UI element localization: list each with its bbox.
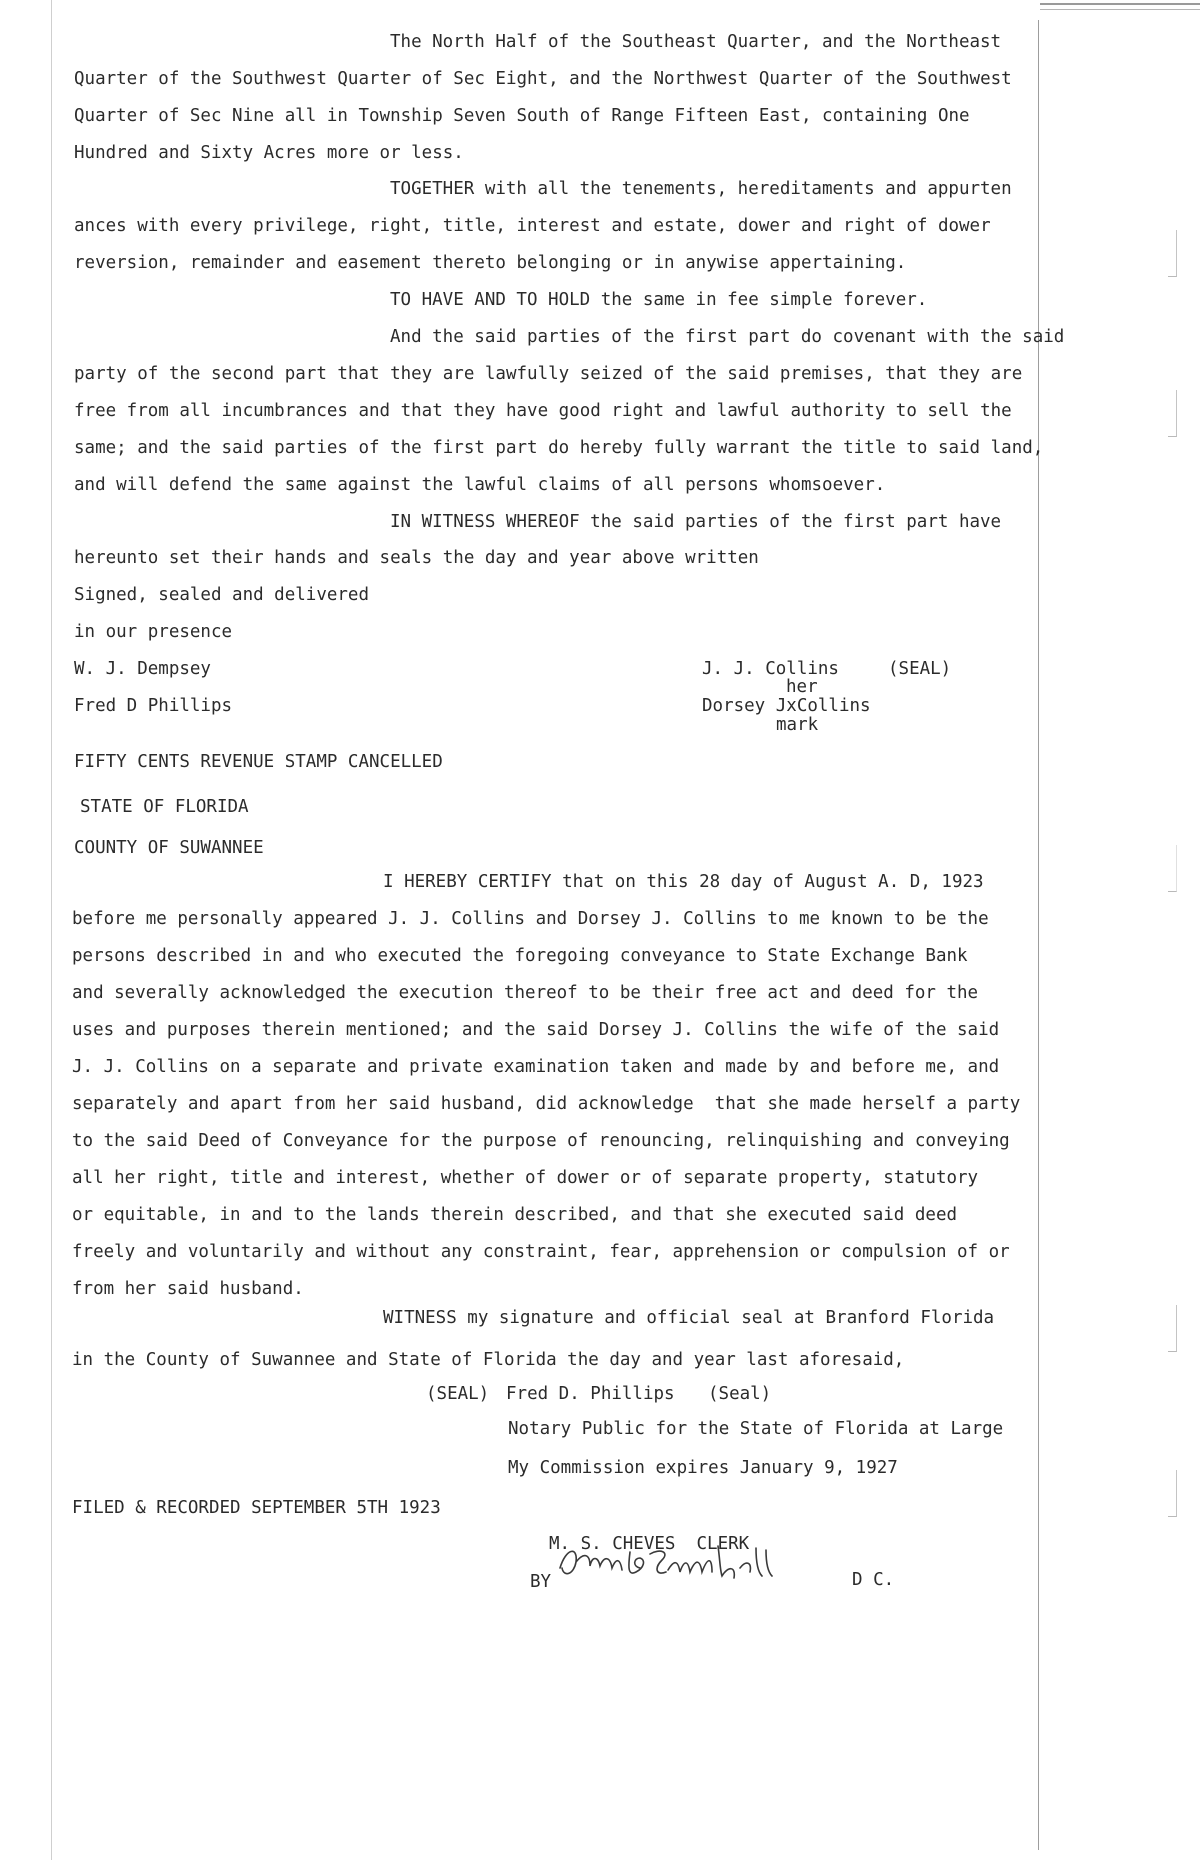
edge-mark — [1168, 845, 1177, 892]
top-edge-rule-thin — [1040, 9, 1200, 10]
notary-commission: My Commission expires January 9, 1927 — [508, 1458, 898, 1478]
ack-line: from her said husband. — [72, 1279, 304, 1299]
edge-mark — [1168, 390, 1177, 437]
notary-seal-right: (Seal) — [708, 1384, 772, 1404]
clerk-name: M. S. CHEVES CLERK — [549, 1534, 750, 1554]
deed-line: and will defend the same against the lawful claims of all persons whomsoever. — [74, 475, 886, 495]
ack-line: all her right, title and interest, whether of dower or of separate property, statutory — [72, 1168, 979, 1188]
ack-line: persons described in and who executed the foregoing conveyance to State Exchange Bank — [72, 946, 968, 966]
deed-line: Quarter of Sec Nine all in Township Seven South of Range Fifteen East, containing One — [74, 106, 970, 126]
deed-line: Hundred and Sixty Acres more or less. — [74, 143, 464, 163]
ack-line: uses and purposes therein mentioned; and the said Dorsey J. Collins the wife of the said — [72, 1020, 1000, 1040]
witness-name: Fred D Phillips — [74, 696, 233, 716]
deed-line: ances with every privilege, right, title, interest and estate, dower and right of dower — [74, 216, 991, 236]
edge-mark — [1168, 1470, 1177, 1517]
edge-mark — [1168, 1305, 1177, 1352]
ack-line: before me personally appeared J. J. Collins and Dorsey J. Collins to me known to be the — [72, 909, 989, 929]
ack-line: I HEREBY CERTIFY that on this 28 day of August A. D, 1923 — [383, 872, 984, 892]
grantor-seal: (SEAL) — [888, 659, 952, 679]
mark-label: mark — [776, 715, 819, 735]
notary-title: Notary Public for the State of Florida at Large — [508, 1419, 1004, 1439]
deed-line: TOGETHER with all the tenements, hereditaments and appurten — [390, 179, 1012, 199]
filing-stamp: FILED & RECORDED SEPTEMBER 5TH 1923 — [72, 1498, 441, 1518]
her-label: her — [786, 677, 818, 697]
notary-name: Fred D. Phillips — [506, 1384, 675, 1404]
top-edge-rule — [1040, 3, 1200, 5]
deed-line: Quarter of the Southwest Quarter of Sec Eight, and the Northwest Quarter of the Southwest — [74, 69, 1012, 89]
venue-county: COUNTY OF SUWANNEE — [74, 838, 264, 858]
deed-line: And the said parties of the first part do covenant with the said — [390, 327, 1065, 347]
ack-line: separately and apart from her said husband, did acknowledge that she made herself a party — [72, 1094, 1021, 1114]
deed-line: The North Half of the Southeast Quarter, and the Northeast — [390, 32, 1002, 52]
deed-line: TO HAVE AND TO HOLD the same in fee simple forever. — [390, 290, 928, 310]
deed-line: party of the second part that they are lawfully seized of the said premises, that they are — [74, 364, 1023, 384]
ack-line: in the County of Suwannee and State of Florida the day and year last aforesaid, — [72, 1350, 905, 1370]
grantor-name: J. J. Collins — [702, 659, 839, 679]
venue-state: STATE OF FLORIDA — [80, 797, 249, 817]
deed-line: same; and the said parties of the first part do hereby fully warrant the title to said land, — [74, 438, 1044, 458]
by-label: BY — [530, 1572, 552, 1592]
notary-seal-left: (SEAL) — [426, 1384, 490, 1404]
left-margin-line — [51, 0, 52, 1860]
deed-line: IN WITNESS WHEREOF the said parties of the first part have — [390, 512, 1002, 532]
revenue-stamp-note: FIFTY CENTS REVENUE STAMP CANCELLED — [74, 752, 443, 772]
ack-line: or equitable, in and to the lands therein described, and that she executed said deed — [72, 1205, 958, 1225]
grantor-name: Dorsey JxCollins — [702, 696, 871, 716]
ack-line: freely and voluntarily and without any constraint, fear, apprehension or compulsion of or — [72, 1242, 1010, 1262]
right-margin-line — [1038, 20, 1039, 1850]
ack-line: J. J. Collins on a separate and private examination taken and made by and before me, and — [72, 1057, 1000, 1077]
edge-mark — [1168, 230, 1177, 277]
deed-line: reversion, remainder and easement thereto belonging or in anywise appertaining. — [74, 253, 907, 273]
deed-line: in our presence — [74, 622, 233, 642]
ack-line: WITNESS my signature and official seal at Branford Florida — [383, 1308, 995, 1328]
deed-line: Signed, sealed and delivered — [74, 585, 370, 605]
ack-line: to the said Deed of Conveyance for the purpose of renouncing, relinquishing and conveying — [72, 1131, 1010, 1151]
deed-line: free from all incumbrances and that they have good right and lawful authority to sell the — [74, 401, 1012, 421]
ack-line: and severally acknowledged the execution thereof to be their free act and deed for the — [72, 983, 979, 1003]
deed-line: hereunto set their hands and seals the day and year above written — [74, 548, 759, 568]
deputy-clerk-signature — [550, 1538, 850, 1586]
witness-name: W. J. Dempsey — [74, 659, 211, 679]
deputy-clerk-label: D C. — [852, 1570, 895, 1590]
